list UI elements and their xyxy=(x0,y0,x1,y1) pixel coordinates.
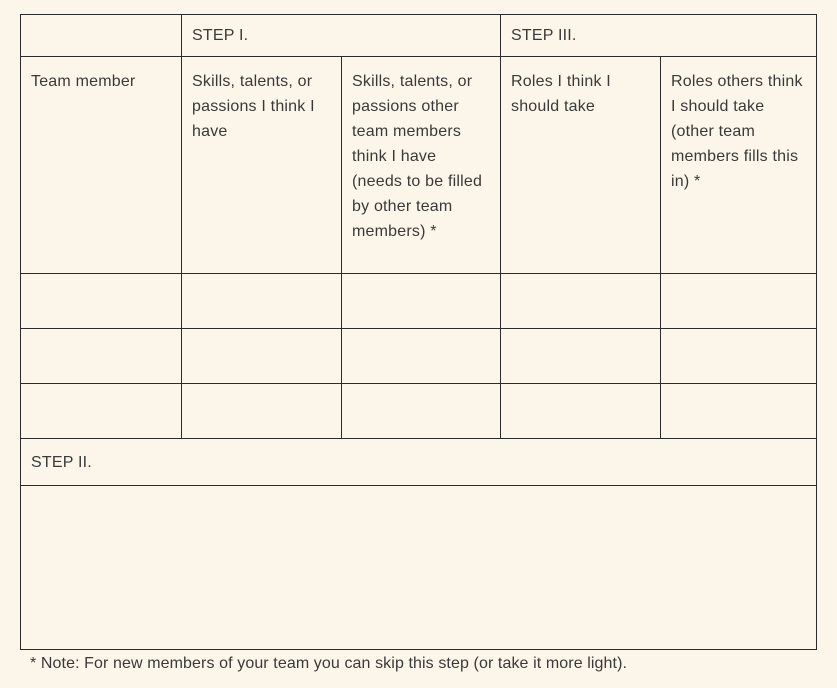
col-header-skills-self: Skills, talents, or passions I think I have xyxy=(182,57,342,274)
empty-cell[interactable] xyxy=(182,384,342,439)
col-header-team-member: Team member xyxy=(21,57,182,274)
empty-cell[interactable] xyxy=(21,384,182,439)
step2-header-row xyxy=(21,439,817,486)
col-header-roles-self: Roles I think I should take xyxy=(501,57,661,274)
team-roles-table xyxy=(20,14,817,650)
empty-cell[interactable] xyxy=(501,329,661,384)
col-header-skills-others: Skills, talents, or passions other team members think I have (needs to be filled by other team members) * xyxy=(342,57,501,274)
empty-cell[interactable] xyxy=(21,329,182,384)
step2-answer-row xyxy=(21,486,817,650)
entry-row-2 xyxy=(21,329,817,384)
empty-cell[interactable] xyxy=(501,274,661,329)
empty-cell[interactable] xyxy=(661,384,817,439)
col-header-roles-others: Roles others think I should take (other team members fills this in) * xyxy=(661,57,817,274)
entry-row-1 xyxy=(21,274,817,329)
empty-cell[interactable] xyxy=(21,274,182,329)
step1-header: STEP I. xyxy=(182,15,501,57)
empty-cell[interactable] xyxy=(342,274,501,329)
entry-row-3 xyxy=(21,384,817,439)
corner-empty-cell xyxy=(21,15,182,57)
empty-cell[interactable] xyxy=(182,329,342,384)
step3-header: STEP III. xyxy=(501,15,817,57)
step2-answer-area[interactable] xyxy=(21,486,817,650)
footnote: * Note: For new members of your team you can skip this step (or take it more light). xyxy=(30,655,628,672)
empty-cell[interactable] xyxy=(182,274,342,329)
empty-cell[interactable] xyxy=(661,274,817,329)
empty-cell[interactable] xyxy=(661,329,817,384)
step2-header: STEP II. xyxy=(21,439,817,486)
empty-cell[interactable] xyxy=(342,384,501,439)
step-header-row xyxy=(21,15,817,57)
empty-cell[interactable] xyxy=(501,384,661,439)
empty-cell[interactable] xyxy=(342,329,501,384)
column-header-row xyxy=(21,57,817,274)
